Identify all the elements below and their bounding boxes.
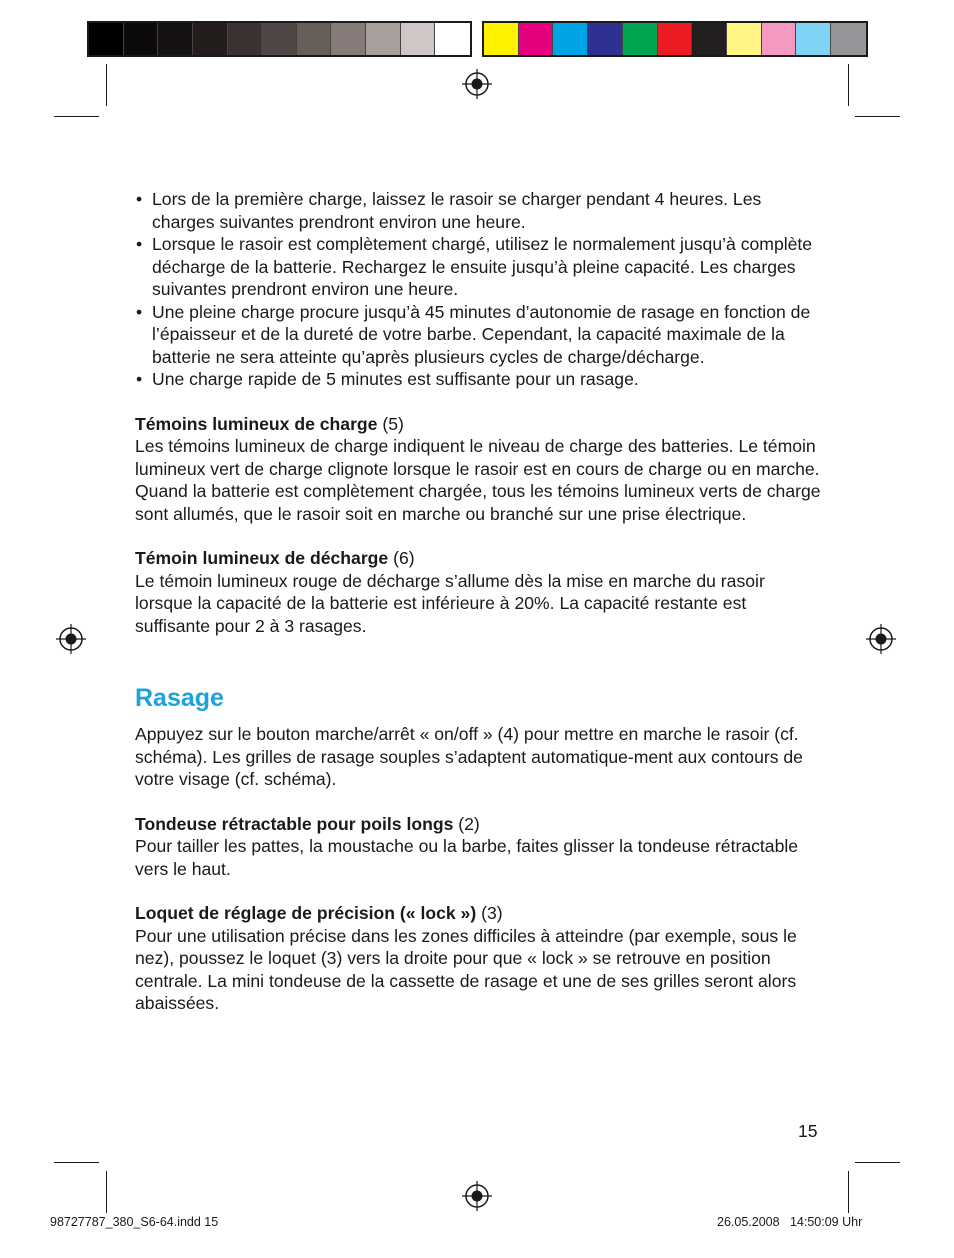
section-heading — [135, 902, 825, 925]
color-swatch — [89, 23, 124, 55]
color-swatch — [519, 23, 554, 55]
list-item-text: Lorsque le rasoir est complètement chargé, utilisez le normalement jusqu’à complète décharge de la batterie. Rechargez le ensuite jusqu’à pleine capacité. Les charges suivantes prendront environ une heure. — [152, 234, 813, 299]
list-item — [135, 233, 825, 301]
section-ref: (2) — [453, 813, 480, 834]
bullet-symbol: • — [136, 301, 143, 322]
rasage-body: Appuyez sur le bouton marche/arrêt « on/off » (4) pour mettre en marche le rasoir (cf. schéma). Les grilles de rasage souples s’adaptent automatique-ment aux contours de votre visage (cf. schéma). — [135, 724, 803, 789]
bullet-symbol: • — [136, 189, 143, 209]
color-swatch — [553, 23, 588, 55]
section-title: Tondeuse rétractable pour poils longs — [135, 813, 454, 834]
section-ref: (5) — [377, 413, 404, 434]
page-number: 15 — [798, 1121, 818, 1141]
page-content — [135, 188, 825, 1015]
color-swatch — [692, 23, 727, 55]
registration-mark-icon — [866, 624, 896, 654]
section-body: Pour tailler les pattes, la moustache ou la barbe, faites glisser la tondeuse rétractable vers le haut. — [135, 836, 799, 879]
registration-mark-icon — [462, 1181, 492, 1211]
color-swatch — [484, 23, 519, 55]
list-item-text: Une pleine charge procure jusqu’à 45 minutes d’autonomie de rasage en fonction de l’épaisseur et de la dureté de votre barbe. Cependant, la capacité maximale de la batterie ne sera atteinte qu’après plusieurs cycles de charge/décharge. — [152, 301, 811, 367]
color-swatch — [331, 23, 366, 55]
crop-mark — [848, 1171, 849, 1213]
color-swatch — [588, 23, 623, 55]
crop-mark — [54, 116, 99, 117]
color-swatch — [435, 23, 470, 55]
bullet-list — [135, 188, 825, 391]
registration-mark-icon — [462, 69, 492, 99]
crop-mark — [54, 1162, 99, 1163]
section-body: Les témoins lumineux de charge indiquent le niveau de charge des batteries. Le témoin lumineux vert de charge clignote lorsque le rasoir est en cours de charge ou en marche. Quand la batterie est complètement chargée, tous les témoins lumineux verts de charge sont allumés, que le rasoir soit en marche ou branché sur une prise électrique. — [135, 436, 821, 524]
lock-section — [135, 902, 825, 1015]
bullet-symbol: • — [136, 369, 143, 389]
charge-indicators-section — [135, 413, 825, 526]
footer-file-info: 98727787_380_S6-64.indd 15 — [50, 1215, 219, 1229]
color-swatch — [158, 23, 193, 55]
color-swatch — [228, 23, 263, 55]
color-swatch — [193, 23, 228, 55]
section-heading — [135, 413, 825, 436]
color-swatch — [401, 23, 436, 55]
section-title: Témoin lumineux de décharge — [135, 548, 389, 568]
color-swatch — [297, 23, 332, 55]
grayscale-color-bar — [87, 21, 472, 57]
color-swatch — [796, 23, 831, 55]
color-swatch — [831, 23, 866, 55]
section-heading — [135, 547, 825, 570]
trimmer-section — [135, 813, 825, 881]
section-body: Pour une utilisation précise dans les zones difficiles à atteindre (par exemple, sous le nez), poussez le loquet (3) vers la droite pour que « lock » se retrouve en position centrale. La mini tondeuse de la cassette de rasage et une de ses grilles seront alors abaissées. — [135, 925, 797, 1013]
section-title: Loquet de réglage de précision (« lock ») — [135, 903, 477, 923]
color-swatch — [762, 23, 797, 55]
registration-mark-icon — [56, 624, 86, 654]
list-item-text: Une charge rapide de 5 minutes est suffisante pour un rasage. — [152, 369, 639, 389]
rasage-heading: Rasage — [135, 684, 224, 712]
color-swatch — [262, 23, 297, 55]
list-item-text: Lors de la première charge, laissez le rasoir se charger pendant 4 heures. Les charges suivantes prendront environ une heure. — [152, 189, 762, 232]
crop-mark — [848, 64, 849, 106]
section-body: Le témoin lumineux rouge de décharge s’allume dès la mise en marche du rasoir lorsque la capacité de la batterie est inférieure à 20%. La capacité restante est suffisante pour 2 à 3 rasages. — [135, 570, 765, 636]
crop-mark — [106, 64, 107, 106]
process-color-bar — [482, 21, 868, 57]
color-swatch — [623, 23, 658, 55]
color-swatch — [658, 23, 693, 55]
bullet-symbol: • — [136, 234, 143, 254]
section-ref: (6) — [388, 548, 415, 568]
section-heading — [135, 813, 825, 836]
crop-mark — [106, 1171, 107, 1213]
crop-mark — [855, 116, 900, 117]
color-swatch — [366, 23, 401, 55]
crop-mark — [855, 1162, 900, 1163]
section-title: Témoins lumineux de charge — [135, 413, 378, 434]
list-item — [135, 368, 825, 391]
footer-timestamp: 26.05.2008 14:50:09 Uhr — [717, 1215, 863, 1229]
color-swatch — [727, 23, 762, 55]
section-ref: (3) — [476, 903, 503, 923]
list-item — [135, 301, 825, 369]
color-swatch — [124, 23, 159, 55]
list-item — [135, 188, 825, 233]
discharge-indicator-section — [135, 547, 825, 637]
